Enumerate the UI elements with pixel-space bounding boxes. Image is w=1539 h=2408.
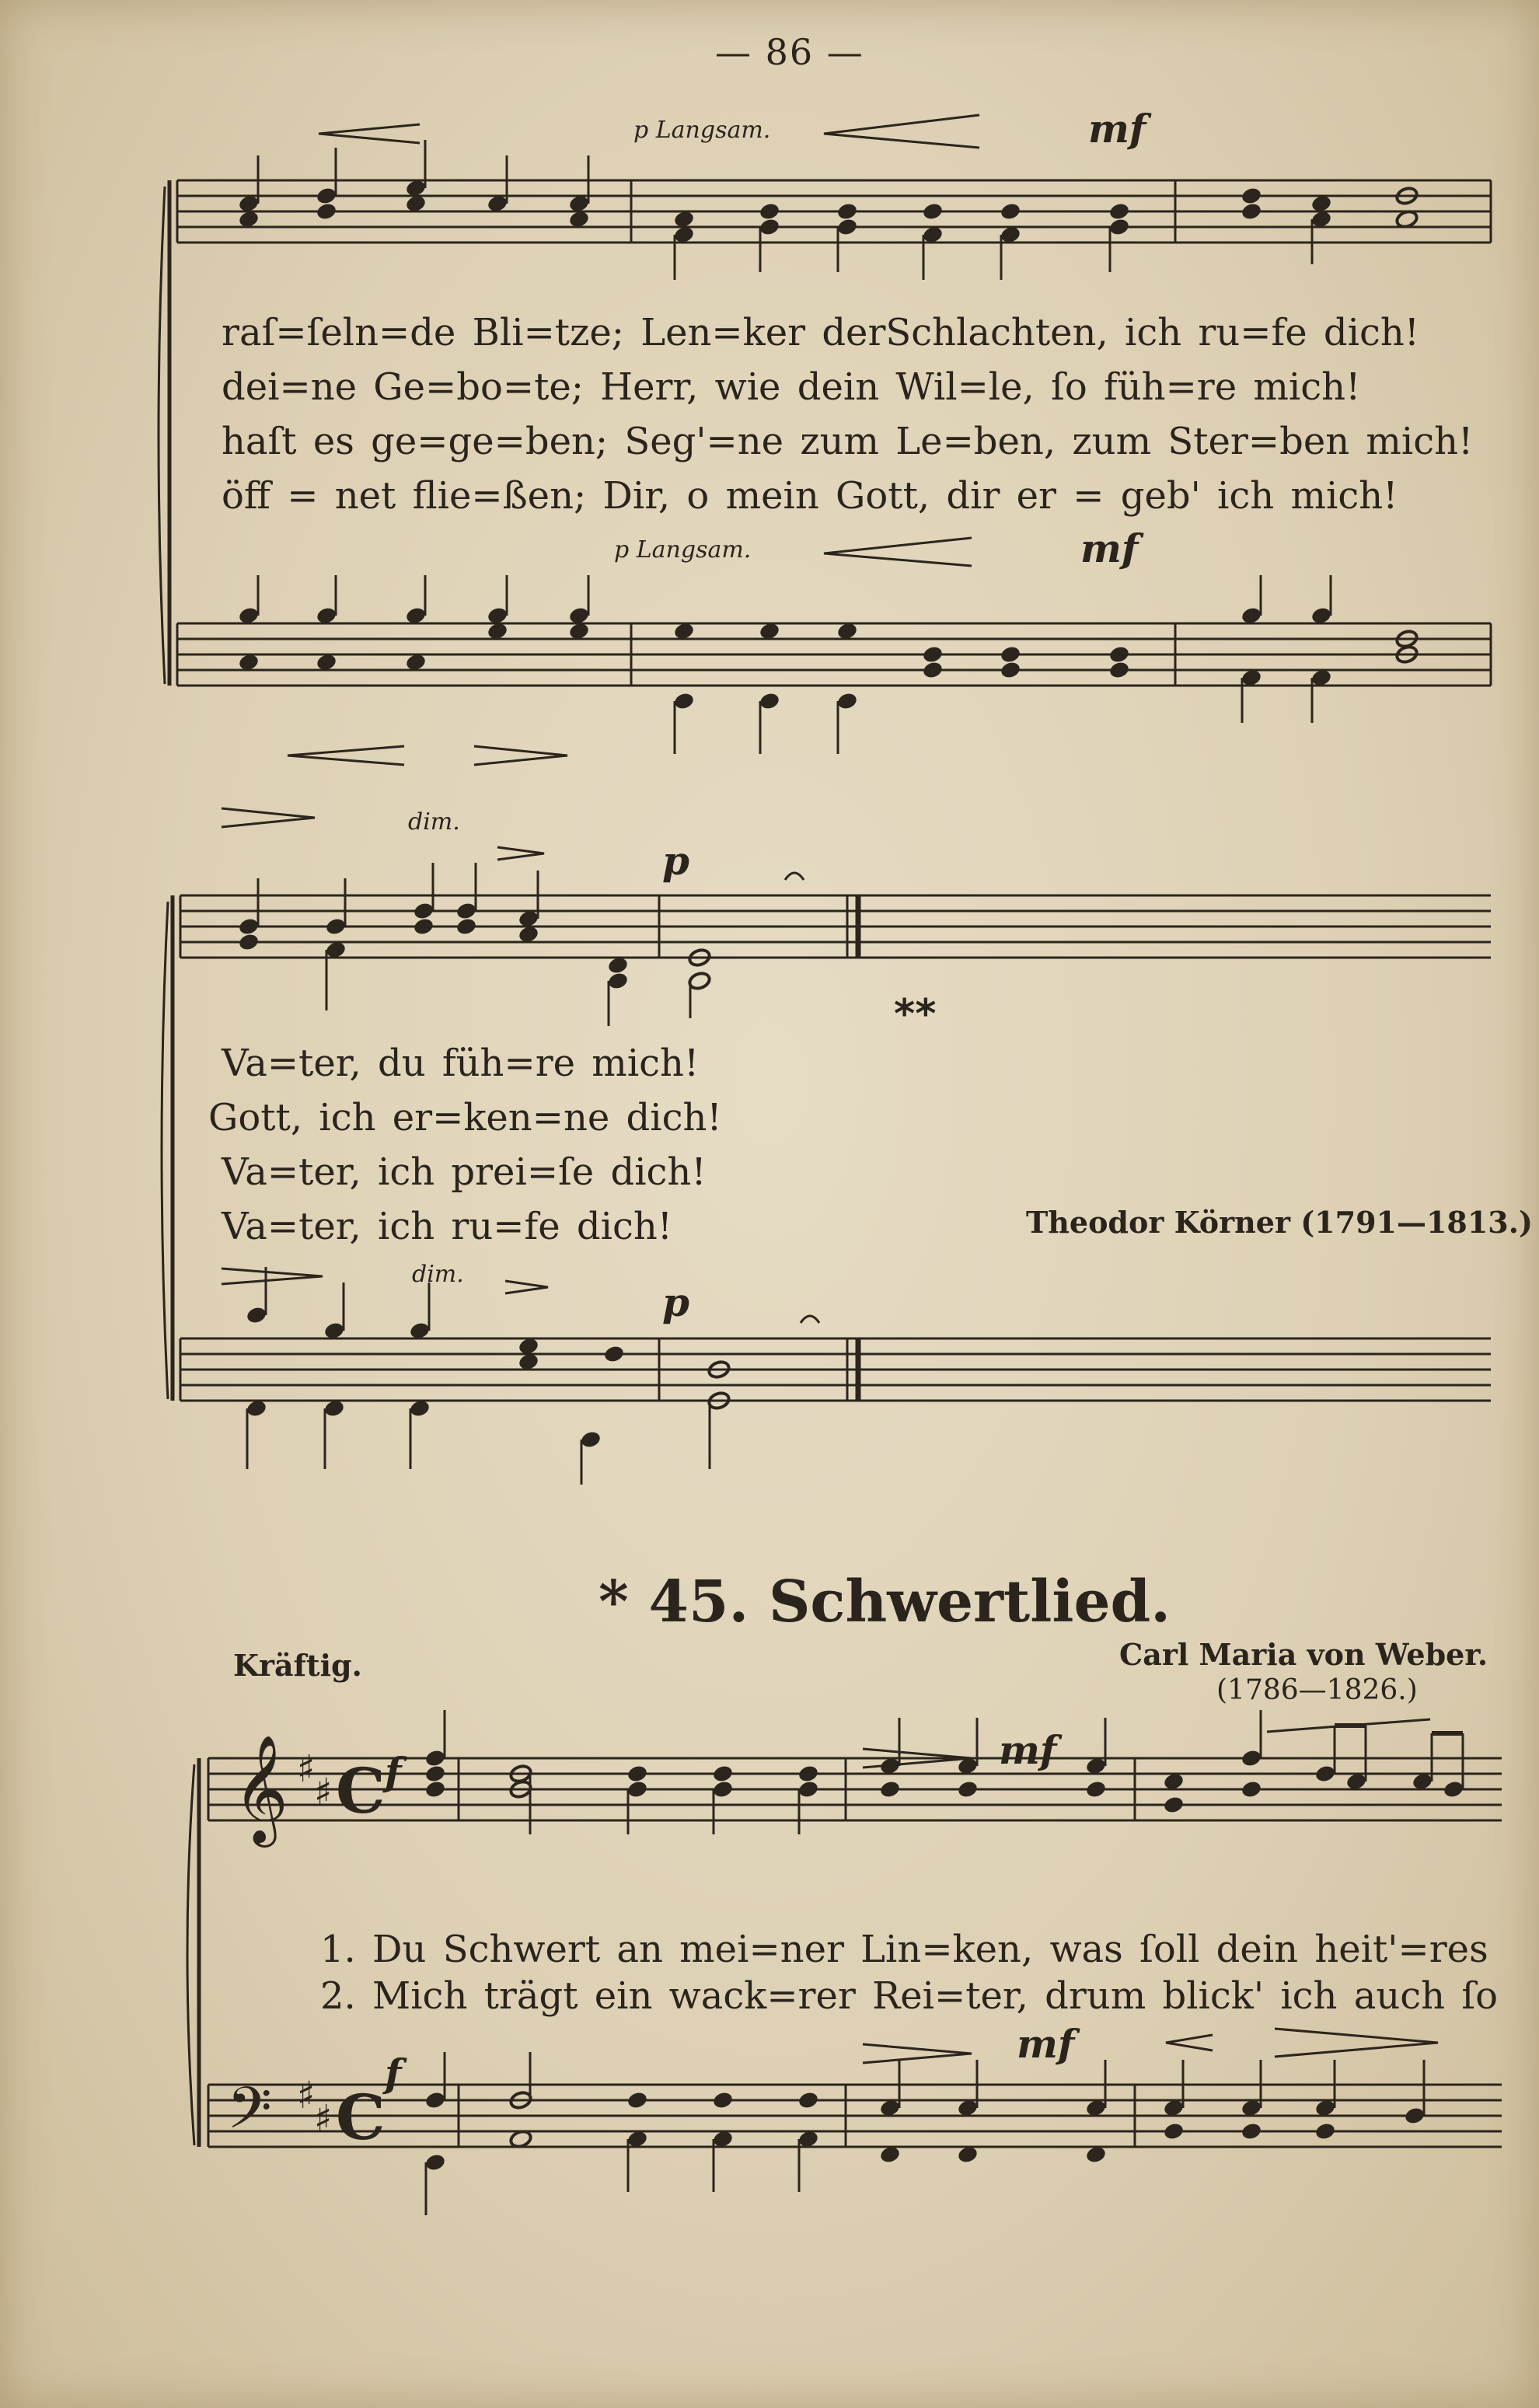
- page-number: — 86 —: [715, 31, 864, 73]
- lyric-line-4: öff = net flie=ßen; Dir, o mein Gott, dir er = geb' ich mich!: [222, 474, 1398, 518]
- system1-upper-notes: [238, 140, 1419, 280]
- dynamic-p-lower: p: [662, 1279, 689, 1325]
- common-time-icon: C: [336, 1754, 386, 1827]
- lyric-line-1: raſ=ſeln=de Bli=tze; Len=ker derSchlachten, ich ru=fe dich!: [222, 311, 1420, 354]
- key-sharp-icon: ♯: [297, 1747, 316, 1791]
- bass-clef-icon: 𝄢: [227, 2075, 272, 2156]
- dynamic-mf-bass: mf: [1017, 2021, 1075, 2067]
- song-bass-staff: [208, 2085, 1502, 2147]
- dynamic-dim-upper: dim.: [408, 808, 460, 836]
- composer-name: Carl Maria von Weber.: [1119, 1637, 1488, 1672]
- song-treble-staff: [208, 1758, 1502, 1820]
- song-lyric-verse-1: 1. Du Schwert an mei=ner Lin=ken, was ſoll dein heit'=res: [320, 1928, 1488, 1971]
- lyricist-attribution: Theodor Körner (1791—1813.): [1026, 1205, 1533, 1240]
- common-time-icon: C: [336, 2081, 386, 2154]
- lyric-line-2: dei=ne Ge=bo=te; Herr, wie dein Wil=le, ſo füh=re mich!: [222, 365, 1361, 409]
- lyric-line-7: Va=ter, ich prei=ſe dich!: [222, 1150, 707, 1194]
- dynamic-mf-treble: mf: [999, 1727, 1057, 1773]
- song-title: * 45. Schwertlied.: [598, 1569, 1171, 1635]
- system1-lower-notes: [238, 575, 1419, 754]
- dynamic-f-treble: f: [385, 1749, 402, 1795]
- song-lyric-verse-2: 2. Mich trägt ein wack=rer Rei=ter, drum blick' ich auch ſo: [320, 1974, 1498, 2018]
- tempo-marking-upper: p Langsam.: [633, 117, 771, 144]
- double-asterisk-footnote: **: [894, 991, 937, 1038]
- lyric-line-6: Gott, ich er=ken=ne dich!: [208, 1096, 722, 1139]
- treble-clef-icon: 𝄞: [233, 1735, 288, 1843]
- dynamic-f-bass: f: [385, 2050, 402, 2096]
- system2-lower-staff: [180, 1338, 1491, 1401]
- key-sharp-icon: ♯: [314, 2097, 333, 2141]
- system1-lower-staff: [177, 623, 1491, 686]
- dynamic-p-upper: p: [662, 838, 689, 884]
- lyric-line-8: Va=ter, ich ru=fe dich!: [222, 1205, 673, 1248]
- system2-lower-notes: [246, 1267, 819, 1485]
- tempo-kraftig: Kräftig.: [233, 1648, 362, 1683]
- composer-years: (1786—1826.): [1216, 1674, 1418, 1706]
- key-sharp-icon: ♯: [314, 1771, 333, 1814]
- system1-upper-staff: [177, 180, 1491, 243]
- key-sharp-icon: ♯: [297, 2074, 316, 2117]
- song-bass-notes: [424, 2052, 1426, 2215]
- dynamic-mf-upper: mf: [1088, 106, 1146, 152]
- tempo-marking-lower: p Langsam.: [614, 536, 752, 564]
- dynamic-mf-lower: mf: [1080, 525, 1139, 571]
- system2-upper-staff: [180, 895, 1491, 958]
- system2-upper-notes: [238, 863, 804, 1026]
- lyric-line-5: Va=ter, du füh=re mich!: [222, 1042, 700, 1085]
- dynamic-dim-lower: dim.: [412, 1261, 464, 1288]
- lyric-line-3: haſt es ge=ge=ben; Seg'=ne zum Le=ben, zum Ster=ben mich!: [222, 420, 1474, 463]
